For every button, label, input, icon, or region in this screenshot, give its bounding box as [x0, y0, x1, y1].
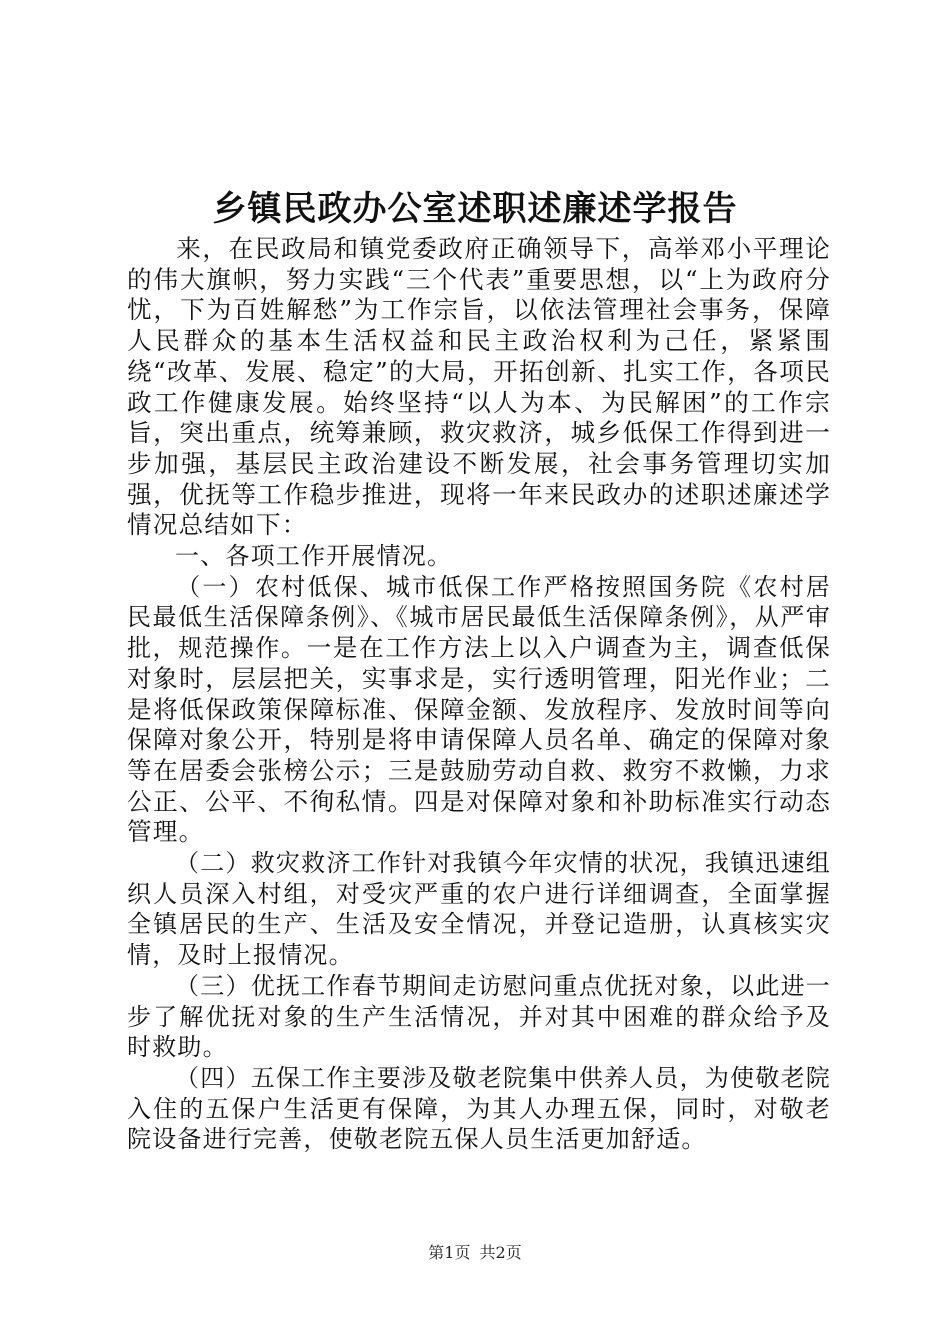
document-title: 乡镇民政办公室述职述廉述学报告	[212, 189, 738, 229]
item-2-paragraph: （二）救灾救济工作针对我镇今年灾情的状况，我镇迅速组织人员深入村组，对受灾严重的农户进行详细调查，全面掌握全镇居民的生产、生活及安全情况，并登记造册，认真核实灾情，及时上报情况。	[127, 849, 831, 970]
document-body	[127, 234, 831, 1155]
item-4-paragraph: （四）五保工作主要涉及敬老院集中供养人员，为使敬老院入住的五保户生活更有保障，为其人办理五保，同时，对敬老院设备进行完善，使敬老院五保人员生活更加舒适。	[127, 1063, 831, 1154]
section-heading: 一、各项工作开展情况。	[175, 542, 453, 571]
item-1-paragraph	[127, 572, 831, 848]
page-number: 第1页	[428, 1243, 471, 1262]
item-1-body: 一是在工作方法上以入户调查为主，调查低保对象时，层层把关，实事求是，实行透明管理，阳光作业；二是将低保政策保障标准、保障金额、发放程序、发放时间等向保障对象公开，特别是将申请保障人员名单、确定的保障对象等在居委会张榜公示；三是鼓励劳动自救、救穷不救懒，力求公正、公平、不徇私情。四是对保障对象和补助标准实行动态管理。	[127, 633, 831, 847]
intro-paragraph: 来，在民政局和镇党委政府正确领导下，高举邓小平理论的伟大旗帜，努力实践“三个代表”重要思想，以“上为政府分忧，下为百姓解愁”为工作宗旨，以依法管理社会事务，保障人民群众的基本生活权益和民主政治权利为己任，紧紧围绕“改革、发展、稳定”的大局，开拓创新、扎实工作，各项民政工作健康发展。始终坚持“以人为本、为民解困”的工作宗旨，突出重点，统筹兼顾，救灾救济，城乡低保工作得到进一步加强，基层民主政治建设不断发展，社会事务管理切实加强，优抚等工作稳步推进，现将一年来民政办的述职述廉述学情况总结如下：	[127, 234, 831, 540]
page-total: 共2页	[479, 1243, 522, 1262]
item-1-lead: （一）农村低保、城市低保工作严格按照国务院《农村居民最低生活保障条例》、《城市居民最低生活保障条例》，从严审批，规范操作。	[127, 572, 831, 663]
item-3-paragraph: （三）优抚工作春节期间走访慰问重点优抚对象，以此进一步了解优抚对象的生产生活情况，并对其中困难的群众给予及时救助。	[127, 971, 831, 1062]
page-footer	[0, 1242, 950, 1264]
